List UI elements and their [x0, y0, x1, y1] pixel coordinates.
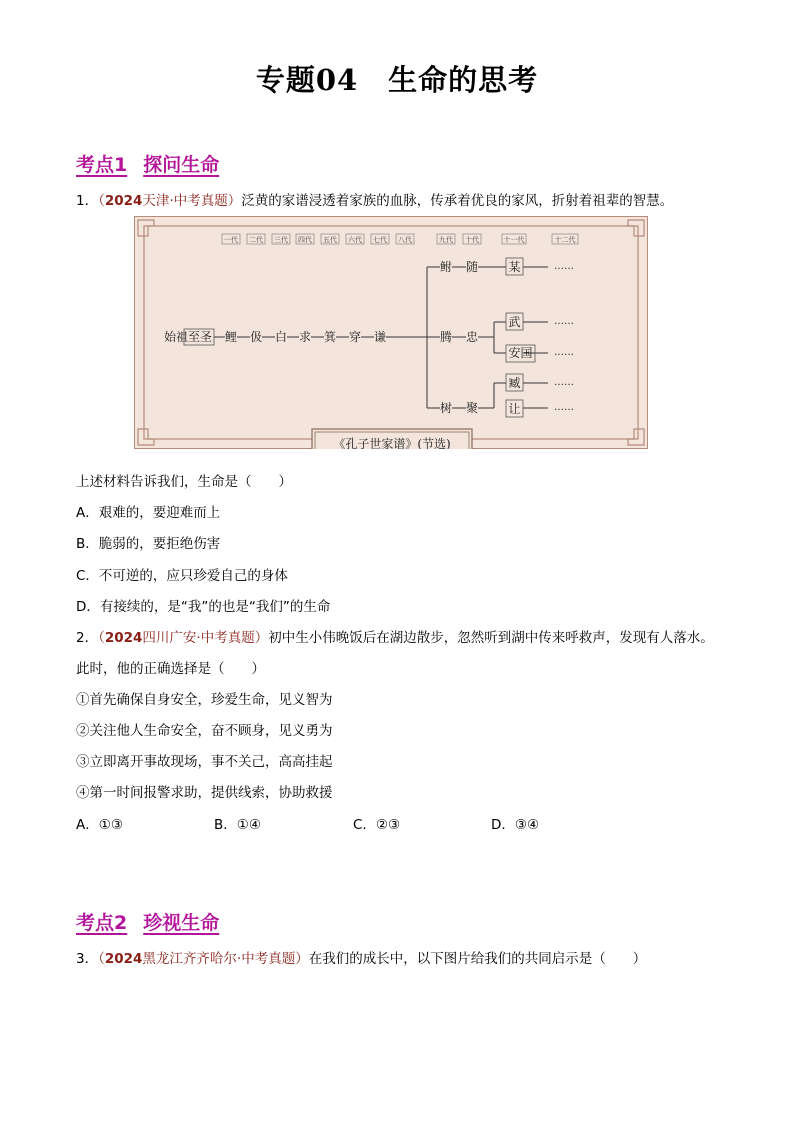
- node-ancestor: 始祖至圣: [163, 330, 212, 344]
- node-gen11-e: 让: [508, 402, 521, 416]
- ellipsis-4: ……: [554, 377, 574, 388]
- section-name: 探问生命: [143, 154, 220, 176]
- node-gen7: 穿: [348, 330, 362, 344]
- section-label: 考点2: [76, 912, 128, 934]
- generation-label: 七代: [373, 236, 387, 244]
- family-tree-svg: [134, 216, 648, 449]
- question-number: 1．: [76, 193, 99, 209]
- q1-option-d[interactable]: D．有接续的，是“我”的也是“我们”的生命: [76, 599, 331, 615]
- question-number: 3．: [76, 951, 99, 967]
- node-gen11-b: 武: [508, 315, 521, 329]
- ellipsis-1: ……: [554, 261, 574, 272]
- question-2-prompt: 此时，他的正确选择是（ ）: [76, 661, 265, 677]
- ellipsis-3: ……: [554, 347, 574, 358]
- title-main: 专题04: [255, 63, 359, 97]
- question-source: （2024四川广安·中考真题）: [98, 630, 269, 646]
- node-gen10-a: 随: [465, 260, 479, 274]
- node-gen2: 鲤: [224, 330, 238, 344]
- stem-text: 在我们的成长中，以下图片给我们的共同启示是（ ）: [308, 951, 647, 967]
- question-source: （2024天津·中考真题）: [98, 193, 242, 209]
- title-sub: 生命的思考: [388, 63, 539, 97]
- node-gen11-a: 某: [508, 260, 521, 274]
- q2-option-d[interactable]: D．③④: [491, 817, 540, 833]
- family-tree-figure: [134, 216, 648, 449]
- node-gen3: 伋: [249, 330, 263, 344]
- ellipsis-5: ……: [554, 402, 574, 413]
- stem-text: 泛黄的家谱浸透着家族的血脉，传承着优良的家风，折射着祖辈的智慧。: [241, 193, 674, 209]
- generation-label: 四代: [298, 236, 312, 244]
- node-gen11-d: 臧: [508, 376, 521, 390]
- page-title: [0, 58, 794, 99]
- node-gen9-c: 树: [439, 401, 453, 415]
- node-gen10-b: 忠: [465, 330, 479, 344]
- question-source: （2024黑龙江齐齐哈尔·中考真题）: [98, 951, 309, 967]
- ellipsis-2: ……: [554, 316, 574, 327]
- node-gen5: 求: [298, 330, 312, 344]
- node-gen4: 白: [274, 330, 288, 344]
- node-gen9-b: 腾: [439, 330, 453, 344]
- generation-label: 十二代: [554, 236, 576, 244]
- question-1-stem: [76, 189, 673, 209]
- node-gen8: 谦: [373, 330, 387, 344]
- question-number: 2．: [76, 630, 99, 646]
- section-name: 珍视生命: [143, 912, 220, 934]
- source-year: 2024: [104, 951, 143, 967]
- generation-label: 六代: [348, 236, 362, 244]
- source-year: 2024: [104, 630, 143, 646]
- question-3-stem: [76, 947, 646, 967]
- q1-option-c[interactable]: C．不可逆的，应只珍爱自己的身体: [76, 568, 288, 584]
- generation-label: 二代: [249, 236, 263, 244]
- section-heading-2: [76, 908, 219, 935]
- node-gen10-c: 聚: [465, 401, 479, 415]
- generation-label: 九代: [439, 236, 453, 244]
- q2-statement-4: ④第一时间报警求助，提供线索，协助救援: [76, 785, 333, 801]
- generation-label: 八代: [398, 236, 412, 244]
- generation-label: 三代: [274, 236, 288, 244]
- node-gen9-a: 鲋: [439, 260, 453, 274]
- figure-caption: 《孔子世家谱》(节选): [333, 437, 451, 449]
- q2-statement-1: ①首先确保自身安全，珍爱生命，见义智为: [76, 692, 333, 708]
- source-place: 天津·中考真题: [142, 193, 228, 209]
- node-gen6: 箕: [323, 330, 337, 344]
- q2-option-c[interactable]: C．②③: [353, 817, 401, 833]
- generation-label: 五代: [323, 236, 337, 244]
- question-2-stem: [76, 626, 714, 646]
- section-label: 考点1: [76, 154, 128, 176]
- source-place: 四川广安·中考真题: [142, 630, 255, 646]
- generation-label: 一代: [224, 236, 238, 244]
- stem-text: 初中生小伟晚饭后在湖边散步，忽然听到湖中传来呼救声，发现有人落水。: [268, 630, 714, 646]
- q2-option-b[interactable]: B．①④: [214, 817, 261, 833]
- generation-label: 十代: [465, 236, 479, 244]
- q2-statement-2: ②关注他人生命安全，奋不顾身，见义勇为: [76, 723, 333, 739]
- q1-option-a[interactable]: A．艰难的，要迎难而上: [76, 505, 221, 521]
- generation-label: 十一代: [503, 236, 525, 244]
- section-heading-1: [76, 150, 219, 177]
- q2-option-a[interactable]: A．①③: [76, 817, 123, 833]
- source-year: 2024: [104, 193, 143, 209]
- q2-statement-3: ③立即离开事故现场，事不关己，高高挂起: [76, 754, 333, 770]
- question-1-prompt: 上述材料告诉我们，生命是（ ）: [76, 474, 292, 490]
- q1-option-b[interactable]: B．脆弱的，要拒绝伤害: [76, 536, 221, 552]
- source-place: 黑龙江齐齐哈尔·中考真题: [142, 951, 296, 967]
- node-gen11-c: 安国: [508, 346, 533, 360]
